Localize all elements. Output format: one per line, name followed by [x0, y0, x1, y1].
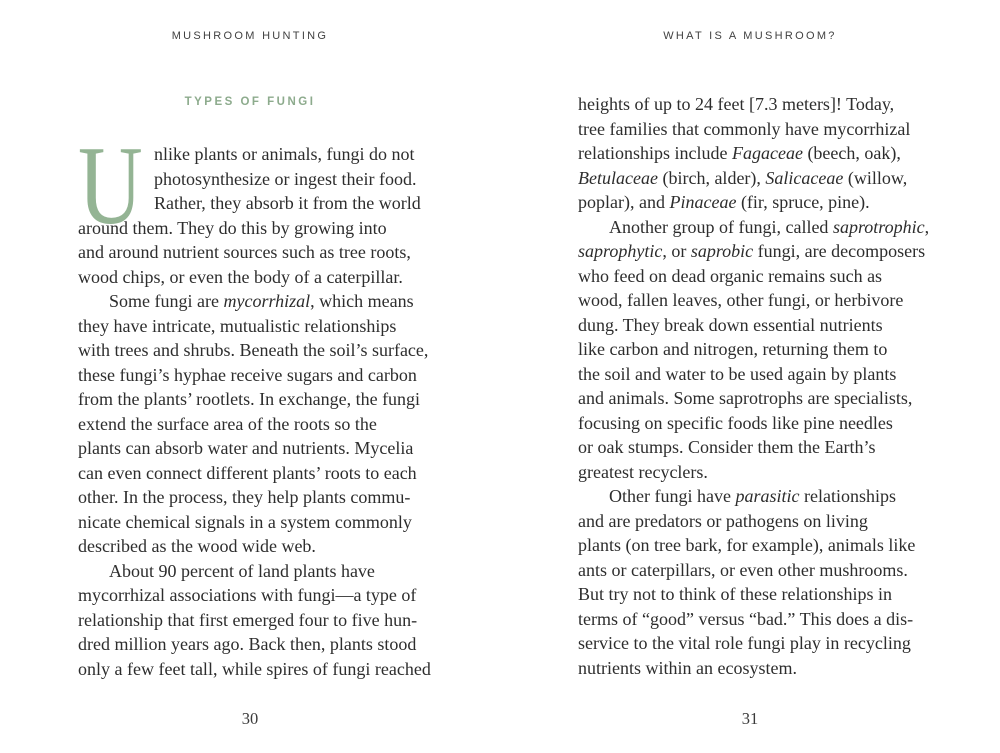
section-title: TYPES OF FUNGI	[184, 96, 316, 108]
paragraph: Other fungi have parasitic relationships and are predators or pathogens on living plants (on tree bark, for example), animals like ants or caterpillars, or even other mushrooms. But try not to think of these relationships in terms of “good” versus “bad.” This does a dis- service to the vital role fungi play in recycling nutrients within an ecosystem.	[578, 486, 916, 678]
page-number-left: 30	[241, 709, 259, 728]
running-head-right: WHAT IS A MUSHROOM?	[663, 30, 837, 42]
paragraph: U nlike plants or animals, fungi do not photosynthesize or ingest their food. Rather, they absorb it from the world around them. They do this by growing into and around nutrient sources such as tree roots, wood chips, or even the body of a caterpillar.	[78, 124, 421, 287]
running-head-left: MUSHROOM HUNTING	[171, 30, 329, 42]
paragraph: Another group of fungi, called saprotrophic, saprophytic, or saprobic fungi, are decomposers who feed on dead organic remains such as wood, fallen leaves, other fungi, or herbivore dung. They break down essential nutrients like carbon and nitrogen, returning them to the soil and water to be used again by plants and animals. Some saprotrophs are specialists, focusing on specific foods like pine needles or oak stumps. Consider them the Earth’s greatest recyclers.	[578, 216, 930, 482]
page-right	[500, 0, 1000, 753]
body-text-right	[578, 92, 990, 680]
paragraph: heights of up to 24 feet [7.3 meters]! Today, tree families that commonly have mycorrhizal relationships include Fagaceae (beech, oak), Betulaceae (birch, alder), Salicaceae (willow, poplar), and Pinaceae (fir, spruce, pine).	[578, 94, 911, 212]
body-text-left	[78, 124, 490, 681]
page-number-right: 31	[741, 709, 759, 728]
paragraph: Some fungi are mycorrhizal, which means they have intricate, mutualistic relationships with trees and shrubs. Beneath the soil’s surface, these fungi’s hyphae receive sugars and carbon from the plants’ rootlets. In exchange, the fungi extend the surface area of the roots so the plants can absorb water and nutrients. Mycelia can even connect different plants’ roots to each other. In the process, they help plants commu- nicate chemical signals in a system commonly described as the wood wide web.	[78, 291, 429, 556]
drop-cap-letter: U	[78, 124, 143, 248]
paragraph: About 90 percent of land plants have mycorrhizal associations with fungi—a type of relationship that first emerged four to five hun- dred million years ago. Back then, plants stood only a few feet tall, while spires of fungi reached	[78, 560, 431, 679]
